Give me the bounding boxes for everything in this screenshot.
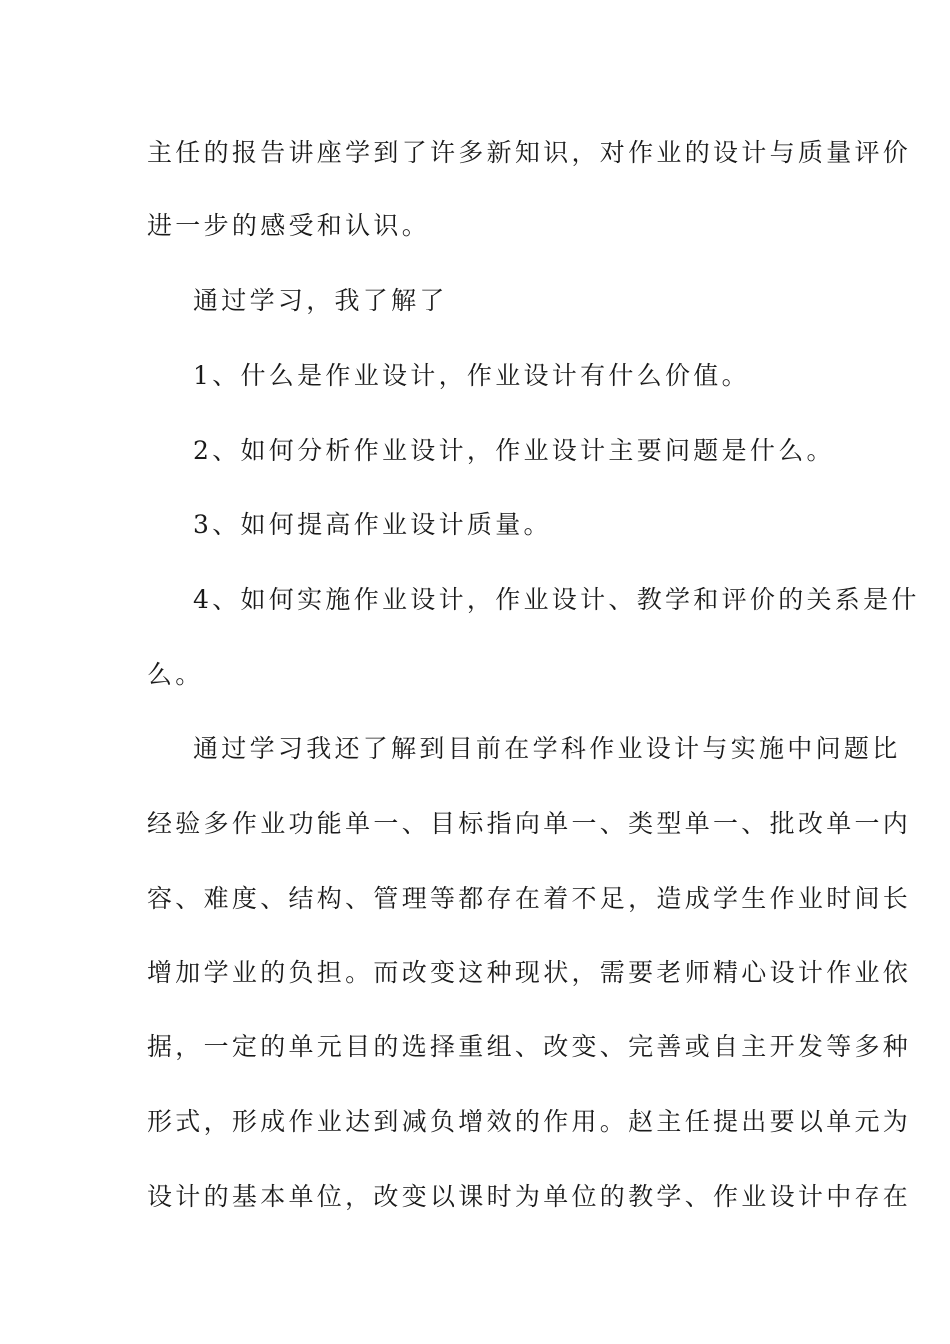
list-item: 4、如何实施作业设计，作业设计、教学和评价的关系是什 xyxy=(193,585,920,614)
list-item: 1、什么是作业设计，作业设计有什么价值。 xyxy=(193,361,750,390)
paragraph-line: 通过学习我还了解到目前在学科作业设计与实施中问题比 xyxy=(193,734,901,763)
paragraph-line: 设计的基本单位，改变以课时为单位的教学、作业设计中存在 xyxy=(147,1182,912,1211)
list-item-continuation: 么。 xyxy=(147,660,204,689)
paragraph-line: 据，一定的单元目的选择重组、改变、完善或自主开发等多种 xyxy=(147,1032,912,1061)
list-item: 3、如何提高作业设计质量。 xyxy=(193,510,552,539)
paragraph-line: 进一步的感受和认识。 xyxy=(147,211,431,240)
paragraph-line: 容、难度、结构、管理等都存在着不足，造成学生作业时间长 xyxy=(147,884,912,913)
paragraph-line: 主任的报告讲座学到了许多新知识，对作业的设计与质量评价 xyxy=(147,138,912,167)
list-item: 2、如何分析作业设计，作业设计主要问题是什么。 xyxy=(193,436,835,465)
paragraph-line: 经验多作业功能单一、目标指向单一、类型单一、批改单一内 xyxy=(147,809,912,838)
paragraph-line: 形式，形成作业达到减负增效的作用。赵主任提出要以单元为 xyxy=(147,1107,912,1136)
paragraph-line: 通过学习，我了解了 xyxy=(193,286,448,315)
paragraph-line: 增加学业的负担。而改变这种现状，需要老师精心设计作业依 xyxy=(147,958,912,987)
